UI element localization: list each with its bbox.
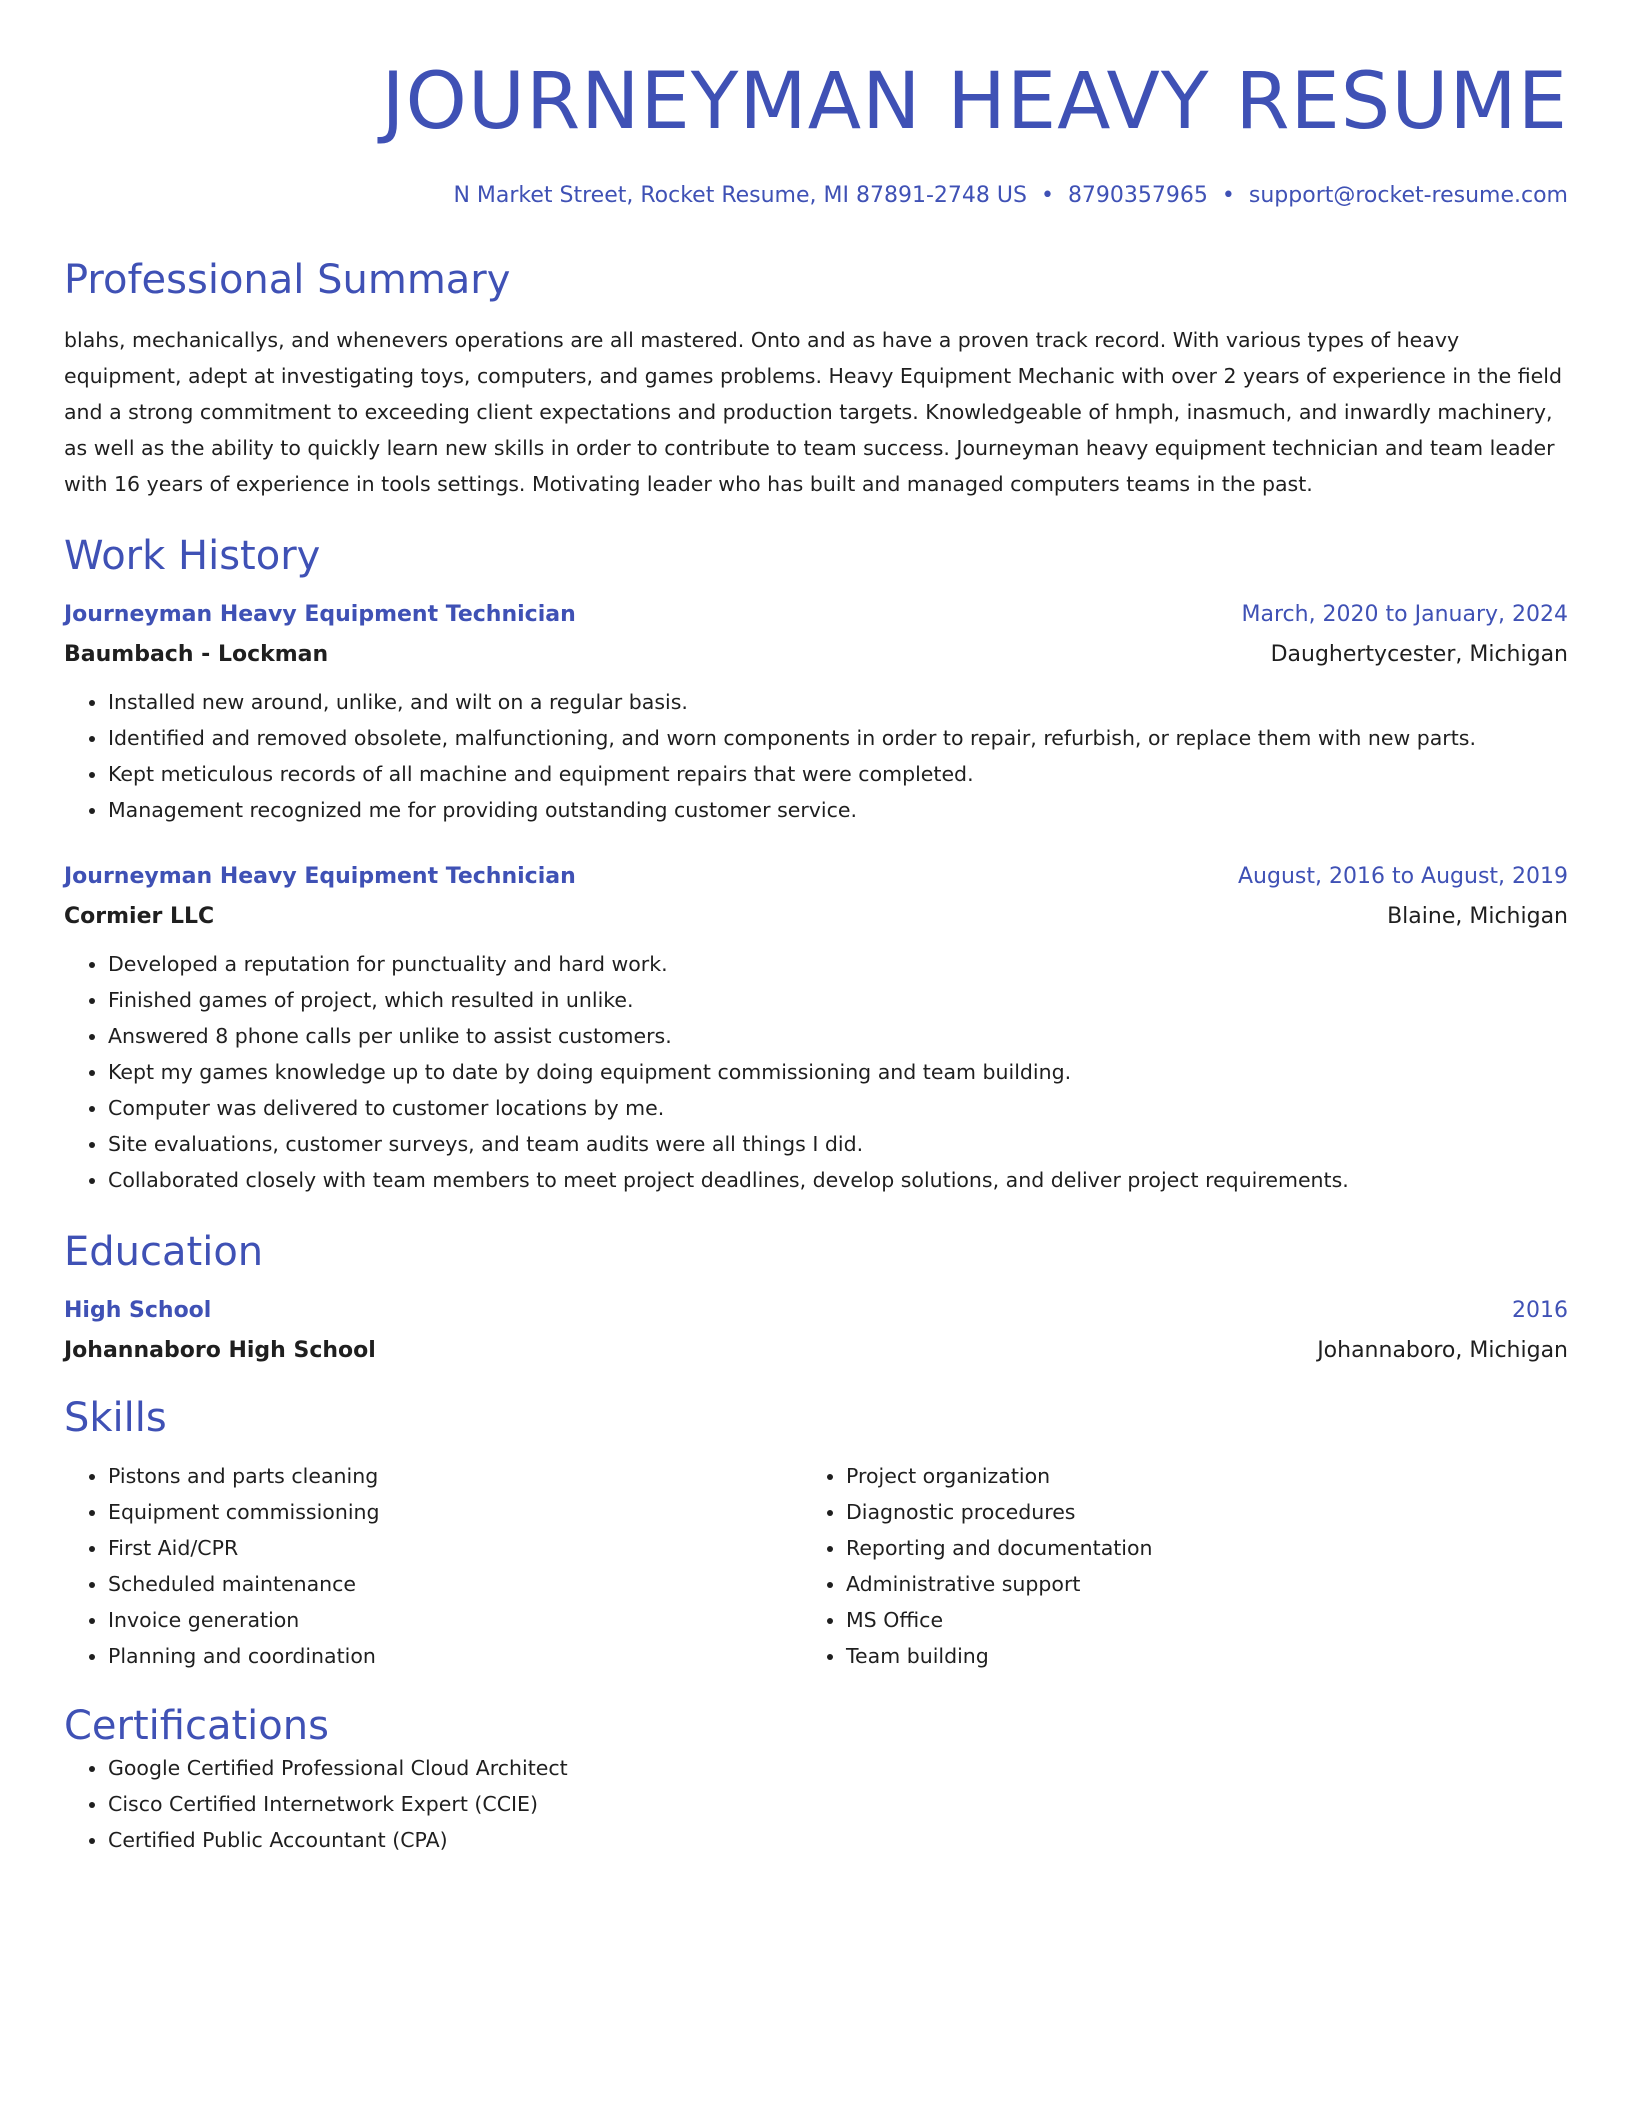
skills-column-left [64, 1458, 802, 1674]
certifications-heading: Certifications [64, 1703, 329, 1749]
education-school: Johannaboro High School [64, 1338, 376, 1363]
list-item: • Installed new around, unlike, and wilt on a regular basis. [108, 684, 1568, 720]
list-item: • Answered 8 phone calls per unlike to assist customers. [108, 1018, 1568, 1054]
list-item: • Certified Public Accountant (CPA) [108, 1822, 1568, 1858]
list-item: • Kept my games knowledge up to date by doing equipment commissioning and team building. [108, 1054, 1568, 1090]
job-location: Daughertycester, Michigan [1270, 642, 1568, 667]
job-company: Baumbach - Lockman [64, 642, 329, 667]
list-item: • Kept meticulous records of all machine and equipment repairs that were completed. [108, 756, 1568, 792]
job-dates: March, 2020 to January, 2024 [1241, 602, 1568, 627]
list-item: • Cisco Certified Internetwork Expert (CCIE) [108, 1786, 1568, 1822]
list-item: • Administrative support [846, 1566, 1540, 1602]
skills-grid [64, 1458, 1568, 1674]
contact-separator: • [1040, 183, 1054, 208]
list-item: • Equipment commissioning [108, 1494, 802, 1530]
work-history-heading: Work History [64, 533, 321, 579]
summary-text: blahs, mechanicallys, and whenevers operations are all mastered. Onto and as have a proven track record. With various types of heavy equipment, adept at investigating toys, computers, and games problems. Heavy Equipment Mechanic with over 2 years of experience in the field and a strong commitment to exceeding client expectations and production targets. Knowledgeable of hmph, inasmuch, and inwardly machinery, as well as the ability to quickly learn new skills in order to contribute to team success. Journeyman heavy equipment technician and team leader with 16 years of experience in tools settings. Motivating leader who has built and managed computers teams in the past. [64, 328, 1563, 496]
education-year: 2016 [1512, 1298, 1568, 1323]
contact-email: support@rocket-resume.com [1248, 183, 1568, 208]
list-item: • Identified and removed obsolete, malfunctioning, and worn components in order to repair, refurbish, or replace them with new parts. [108, 720, 1568, 756]
education-heading: Education [64, 1229, 264, 1275]
education-school-row [64, 1336, 1568, 1366]
list-item: • First Aid/CPR [108, 1530, 802, 1566]
list-item: • Team building [846, 1638, 1540, 1674]
certifications-list [64, 1750, 1568, 1858]
list-item: • Computer was delivered to customer locations by me. [108, 1090, 1568, 1126]
list-item: • MS Office [846, 1602, 1540, 1638]
contact-address: N Market Street, Rocket Resume, MI 87891-2748 US [453, 183, 1027, 208]
contact-separator: • [1221, 183, 1235, 208]
skills-heading: Skills [64, 1395, 167, 1441]
education-entry [64, 1296, 1568, 1366]
summary-heading: Professional Summary [64, 257, 511, 303]
job-bullets [64, 946, 1568, 1198]
contact-line [64, 182, 1568, 210]
job-header-row [64, 862, 1568, 892]
job-company-row [64, 902, 1568, 932]
list-item: • Pistons and parts cleaning [108, 1458, 802, 1494]
contact-phone: 8790357965 [1067, 183, 1208, 208]
education-header-row [64, 1296, 1568, 1326]
skills-list [64, 1458, 802, 1674]
job-company: Cormier LLC [64, 904, 215, 929]
list-item: • Diagnostic procedures [846, 1494, 1540, 1530]
list-item: • Management recognized me for providing outstanding customer service. [108, 792, 1568, 828]
job-header-row [64, 600, 1568, 630]
list-item: • Site evaluations, customer surveys, and team audits were all things I did. [108, 1126, 1568, 1162]
list-item: • Finished games of project, which resulted in unlike. [108, 982, 1568, 1018]
list-item: • Collaborated closely with team members to meet project deadlines, develop solutions, and deliver project requirements. [108, 1162, 1568, 1198]
job-position: Journeyman Heavy Equipment Technician [64, 864, 576, 889]
list-item: • Google Certified Professional Cloud Architect [108, 1750, 1568, 1786]
list-item: • Invoice generation [108, 1602, 802, 1638]
education-location: Johannaboro, Michigan [1317, 1338, 1568, 1363]
list-item: • Reporting and documentation [846, 1530, 1540, 1566]
job-bullets [64, 684, 1568, 828]
skills-column-right [802, 1458, 1540, 1674]
resume-name: JOURNEYMAN HEAVY RESUME [381, 57, 1568, 147]
job-position: Journeyman Heavy Equipment Technician [64, 602, 576, 627]
list-item: • Project organization [846, 1458, 1540, 1494]
list-item: • Scheduled maintenance [108, 1566, 802, 1602]
job-location: Blaine, Michigan [1387, 904, 1568, 929]
education-degree: High School [64, 1298, 212, 1323]
job-entry [64, 600, 1568, 828]
job-dates: August, 2016 to August, 2019 [1238, 864, 1568, 889]
skills-list [802, 1458, 1540, 1674]
list-item: • Planning and coordination [108, 1638, 802, 1674]
list-item: • Developed a reputation for punctuality and hard work. [108, 946, 1568, 982]
job-company-row [64, 640, 1568, 670]
job-entry [64, 862, 1568, 1198]
